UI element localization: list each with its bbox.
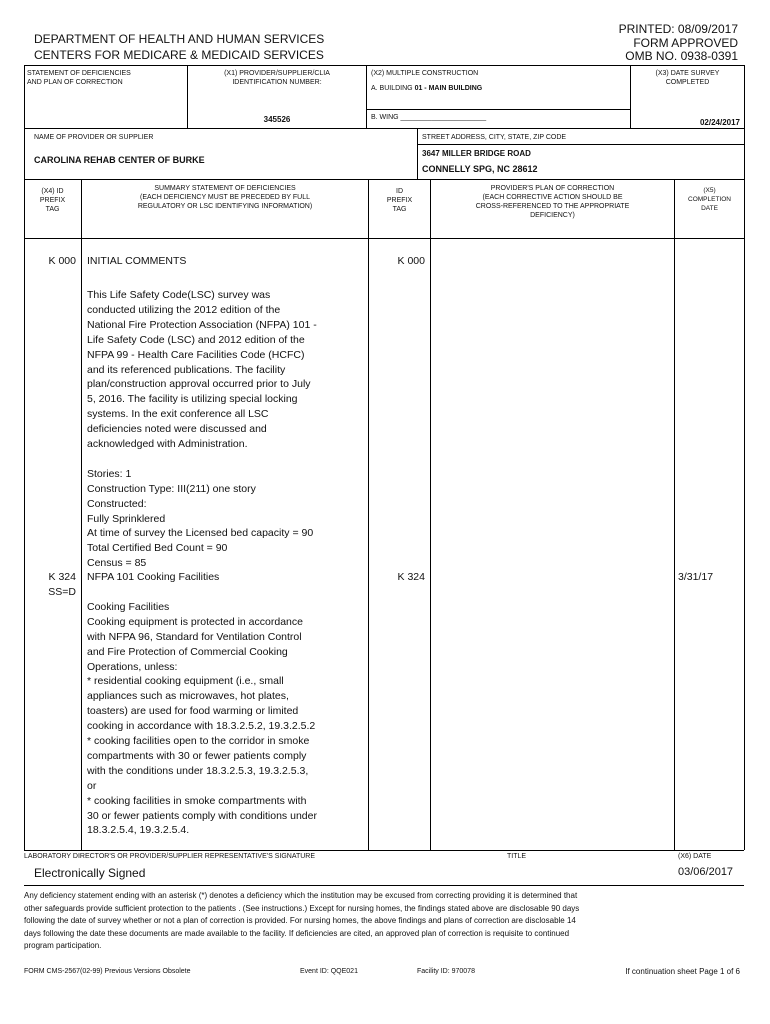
rule [81, 179, 82, 850]
x1-label: (X1) PROVIDER/SUPPLIER/CLIA IDENTIFICATION NUMBER: [224, 70, 330, 86]
footnote-line: days following the date these documents are made available to the facility. If deficiencies are cited, an approved plan of correction is requisite to continued [24, 928, 570, 938]
date-label: (X6) DATE [678, 853, 712, 860]
x3-value: 02/24/2017 [699, 118, 740, 127]
k324-text-line: with NFPA 96, Standard for Ventilation Control [87, 630, 302, 643]
statement-label: STATEMENT OF DEFICIENCIES AND PLAN OF CORRECTION [27, 70, 131, 86]
rule [674, 179, 675, 850]
k000-text-line: plan/construction approval occurred prior to July [87, 378, 311, 391]
k324-text-line: and Fire Protection of Commercial Cooking [87, 645, 288, 658]
k324-text-line: appliances such as microwaves, hot plates, [87, 690, 289, 703]
k000-title: INITIAL COMMENTS [87, 255, 187, 267]
k000-text-line: deficiencies noted were discussed and [87, 423, 267, 436]
printed-date: PRINTED: 08/09/2017 [618, 22, 738, 36]
rule [187, 65, 188, 128]
x2-label: (X2) MULTIPLE CONSTRUCTION [371, 70, 479, 77]
rule [368, 179, 369, 850]
k000-text-line: Construction Type: III(211) one story [87, 482, 256, 495]
k324-text [87, 585, 317, 838]
agency-title: CENTERS FOR MEDICARE & MEDICAID SERVICES [34, 48, 324, 62]
rule [24, 179, 744, 180]
k000-tag: K 000 [48, 255, 76, 267]
x2-building [371, 84, 482, 93]
title-label: TITLE [507, 853, 527, 860]
plan-header: PROVIDER'S PLAN OF CORRECTION (EACH CORRECTIVE ACTION SHOULD BE CROSS-REFERENCED TO THE APPROPRIATE DEFICIENCY) [475, 185, 630, 219]
k324-text-line: Operations, unless: [87, 660, 178, 673]
k000-text-line: Census = 85 [87, 557, 147, 570]
building-value: 01 - MAIN BUILDING [414, 85, 483, 92]
k324-text-line: * residential cooking equipment (i.e., small [87, 675, 284, 688]
rule [24, 65, 25, 850]
k324-text-line: or [87, 779, 97, 792]
k324-text-line: compartments with 30 or fewer patients comply [87, 749, 307, 762]
k324-title: NFPA 101 Cooking Facilities [87, 571, 220, 583]
rule [24, 885, 744, 886]
k324-text-line: * cooking facilities in smoke compartments with [87, 794, 307, 807]
x1-value: 345526 [263, 115, 291, 124]
k000-text-line: acknowledged with Administration. [87, 438, 248, 451]
k000-text-line: Life Safety Code (LSC) and 2012 edition of the [87, 333, 305, 346]
signature-value: Electronically Signed [34, 866, 146, 880]
provider-name: CAROLINA REHAB CENTER OF BURKE [34, 155, 205, 165]
footnote-line: other safeguards provide sufficient protection to the patients . (See instructions.) Except for nursing homes, the findings stated above are disclosable 90 days [24, 903, 580, 913]
address-line1: 3647 MILLER BRIDGE ROAD [422, 149, 531, 158]
rule [366, 109, 630, 110]
form-approved: FORM APPROVED [633, 36, 738, 50]
address-line2: CONNELLY SPG, NC 28612 [422, 164, 538, 174]
k000-text-line: At time of survey the Licensed bed capacity = 90 [87, 527, 314, 540]
building-label: A. BUILDING [371, 85, 413, 92]
k000-text-line: conducted utilizing the 2012 edition of the [87, 303, 281, 316]
x2-wing: B. WING ______________________ [371, 114, 487, 121]
footnote-line: following the date of survey whether or not a plan of correction is provided. For nursing homes, the above findings and plans of correction are disclosable 14 [24, 916, 576, 925]
rule [24, 65, 744, 66]
k000-plan-tag: K 000 [397, 255, 425, 267]
x3-label: (X3) DATE SURVEY COMPLETED [655, 70, 720, 86]
address-label: STREET ADDRESS, CITY, STATE, ZIP CODE [422, 134, 567, 141]
footnote-line: Any deficiency statement ending with an asterisk (*) denotes a deficiency which the institution may be excused from correcting providing it is determined that [24, 891, 578, 900]
k324-plan-tag: K 324 [397, 571, 425, 583]
page-indicator: If continuation sheet Page 1 of 6 [625, 967, 740, 976]
k324-text-line: Cooking Facilities [87, 600, 170, 613]
rule [430, 179, 431, 850]
k324-tag: K 324 [48, 571, 76, 583]
k000-text-line: This Life Safety Code(LSC) survey was [87, 289, 271, 301]
k324-text-line: * cooking facilities open to the corridor in smoke [87, 735, 310, 748]
provider-label: NAME OF PROVIDER OR SUPPLIER [34, 134, 154, 141]
k324-text-line: 30 or fewer patients comply with conditions under [87, 809, 317, 822]
department-title: DEPARTMENT OF HEALTH AND HUMAN SERVICES [34, 32, 325, 46]
rule [366, 65, 367, 128]
k000-text-line: systems. In the exit conference all LSC [87, 408, 269, 421]
rule [417, 144, 744, 145]
rule [24, 850, 744, 851]
facility-id: Facility ID: 970078 [417, 968, 475, 975]
rule [24, 238, 744, 239]
k324-completion-date: 3/31/17 [678, 571, 714, 583]
k324-text-line [87, 585, 317, 600]
signature-label: LABORATORY DIRECTOR'S OR PROVIDER/SUPPLIER REPRESENTATIVE'S SIGNATURE [24, 853, 316, 860]
k324-ss: SS=D [48, 586, 76, 598]
x5-header: (X5) COMPLETION DATE [688, 187, 731, 212]
k324-text-line: Cooking equipment is protected in accordance [87, 615, 303, 628]
signature-date: 03/06/2017 [678, 866, 734, 878]
k000-text-line: 5, 2016. The facility is utilizing special locking [87, 393, 298, 406]
rule [24, 128, 744, 129]
k000-text [87, 288, 317, 571]
event-id: Event ID: QQE021 [300, 968, 358, 975]
footnote-line: program participation. [24, 941, 102, 950]
k324-text-line: toasters) are used for food warming or limited [87, 705, 299, 718]
k000-text-line: National Fire Protection Association (NFPA) 101 - [87, 318, 317, 331]
k000-text-line: NFPA 99 - Health Care Facilities Code (HCFC) [87, 348, 305, 361]
rule [417, 128, 418, 179]
k000-text-line: and its referenced publications. The facility [87, 363, 286, 376]
k000-text-line: Total Certified Bed Count = 90 [87, 542, 228, 555]
omb-number: OMB NO. 0938-0391 [625, 49, 738, 63]
k000-text-line: Fully Sprinklered [87, 512, 166, 525]
summary-header: SUMMARY STATEMENT OF DEFICIENCIES (EACH DEFICIENCY MUST BE PRECEDED BY FULL REGULATORY OR LSC IDENTIFYING INFORMATION) [137, 185, 313, 210]
form-number: FORM CMS-2567(02-99) Previous Versions Obsolete [24, 968, 191, 975]
k000-text-line: Stories: 1 [87, 467, 132, 480]
rule [744, 65, 745, 850]
k324-text-line: cooking in accordance with 18.3.2.5.2, 19.3.2.5.2 [87, 720, 316, 733]
k000-text-line [87, 452, 317, 467]
x4-header: (X4) ID PREFIX TAG [39, 188, 66, 213]
k324-text-line: with the conditions under 18.3.2.5.3, 19.3.2.5.3, [87, 764, 309, 777]
k324-text-line: 18.3.2.5.4, 19.3.2.5.4. [87, 824, 190, 837]
footnote [24, 890, 579, 953]
id-header: ID PREFIX TAG [386, 188, 413, 213]
k000-text-line: Constructed: [87, 497, 147, 510]
